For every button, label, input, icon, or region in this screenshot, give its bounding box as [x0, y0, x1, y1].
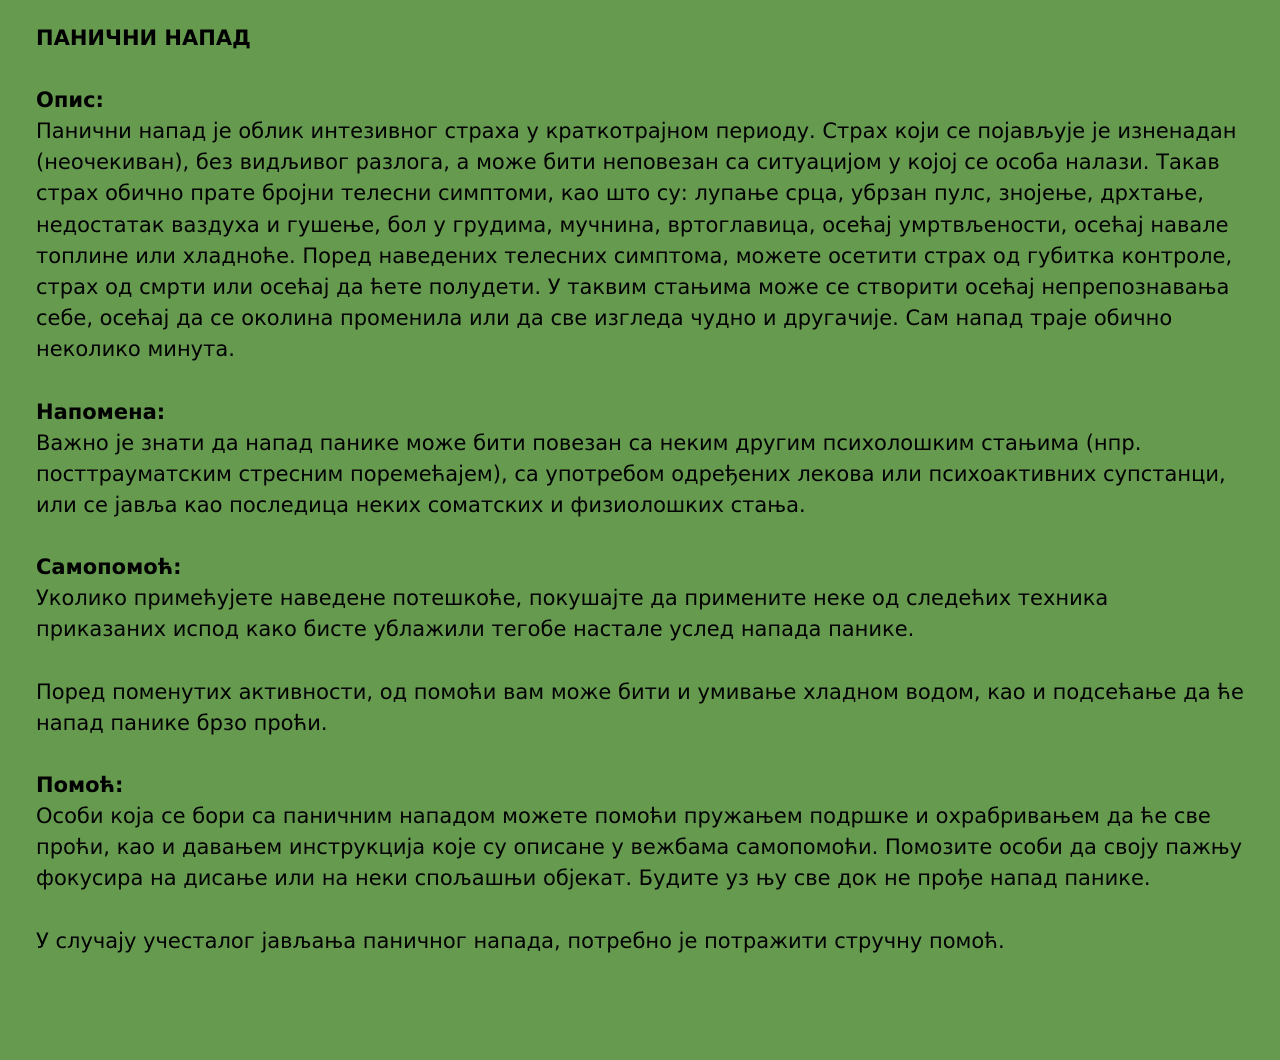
section-paragraph: Особи која се бори са паничним нападом можете помоћи пружањем подршке и охрабривањем да ће све проћи, као и давањем инструкција које су описане у вежбама самопомоћи. Помозите особи да своју пажњу фокусира на дисање или на неки спољашњи објекат. Будите уз њу све док не прође напад панике.: [36, 804, 1243, 891]
page-title: ПАНИЧНИ НАПАД: [36, 26, 251, 50]
section-description: [36, 85, 1244, 366]
section-paragraph: Важно је знати да напад панике може бити повезан са неким другим психолошким стањима (нпр. посттрауматским стресним поремећајем), са употребом одређених лекова или психоактивних супстанци, или се јавља као последица неких соматских и физиолошких стања.: [36, 430, 1226, 518]
section-heading: Помоћ:: [36, 773, 124, 798]
section-paragraph: У случају учесталог јављања паничног напада, потребно је потражити стручну помоћ.: [36, 928, 1005, 953]
section-self-help: [36, 552, 1244, 739]
section-heading: Опис:: [36, 88, 104, 112]
section-heading: Самопомоћ:: [36, 555, 182, 580]
section-help: [36, 770, 1244, 957]
section-paragraph: Уколико примећујете наведене потешкоће, покушајте да примените неке од следећих техника приказаних испод како бисте ублажили тегобе настале услед напада панике.: [36, 586, 1109, 642]
section-note: [36, 397, 1244, 522]
section-heading: Напомена:: [36, 399, 166, 424]
section-paragraph: Панични напад је облик интезивног страха у краткотрајном периоду. Страх који се појављује је изненадан (неочекиван), без видљивог разлога, а може бити неповезан са ситуацијом у којој се особа налази. Такав страх обично прате бројни телесни симптоми, као што су: лупање срца, убрзан пулс, знојење, дрхтање, недостатак ваздуха и гушење, бол у грудима, мучнина, вртоглавица, осећај умртвљености, осећај навале топлине или хладноће. Поред наведених телесних симптома, можете осетити страх од губитка контроле, страх од смрти или осећај да ћете полудети. У таквим стањима може се створити осећај непрепознавања себе, осећај да се околина променила или да све изгледа чудно и другачије. Сам напад траје обично неколико минута.: [36, 119, 1237, 362]
section-paragraph: Поред поменутих активности, од помоћи вам може бити и умивање хладном водом, као и подсећање да ће напад панике брзо проћи.: [36, 679, 1244, 735]
